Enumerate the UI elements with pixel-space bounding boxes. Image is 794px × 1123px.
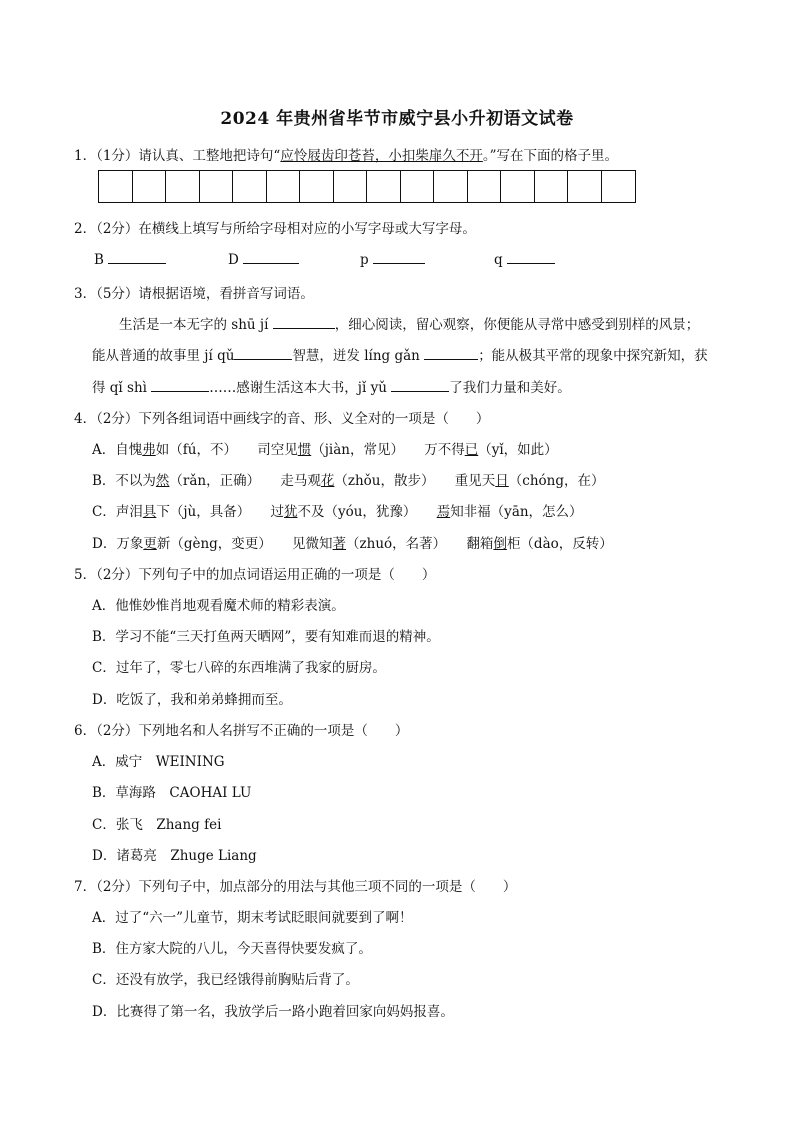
question-1 <box>74 144 618 164</box>
grid-cell[interactable] <box>401 171 435 202</box>
answer-blank[interactable] <box>373 251 425 264</box>
question-3-line-2: 能从普通的故事里 jí qǔ 智慧，迸发 líng gǎn ；能从极其平常的现象中探究新知，获 <box>92 348 708 364</box>
grid-cell[interactable] <box>468 171 502 202</box>
grid-cell[interactable] <box>267 171 301 202</box>
grid-cell[interactable] <box>434 171 468 202</box>
question-1-prefix: 1．（1分）请认真、工整地把诗句“ <box>74 148 281 164</box>
question-6: 6．（2分）下列地名和人名拼写不正确的一项是（ ） <box>74 723 409 739</box>
question-4-option-c[interactable]: C．声泪具下（jù，具备） 过犹不及（yóu，犹豫） 焉知非福（yān，怎么） <box>92 504 583 520</box>
question-3-line-3: 得 qǐ shì ……感谢生活这本大书，jǐ yǔ 了我们力量和美好。 <box>92 380 571 396</box>
grid-cell[interactable] <box>334 171 368 202</box>
grid-cell[interactable] <box>200 171 234 202</box>
answer-blank[interactable] <box>424 347 478 360</box>
letter-item: B <box>94 251 166 268</box>
question-4-option-b[interactable]: B．不以为然（rǎn，正确） 走马观花（zhǒu，散步） 重见天日（chóng，在） <box>92 473 605 489</box>
grid-cell[interactable] <box>166 171 200 202</box>
question-7-option-d[interactable]: D．比赛得了第一名，我放学后一路小跑着回家向妈妈报喜。 <box>92 1004 454 1020</box>
question-5-option-b[interactable]: B．学习不能“三天打鱼两天晒网”，要有知难而退的精神。 <box>92 629 440 645</box>
question-5-option-d[interactable]: D．吃饭了，我和弟弟蜂拥而至。 <box>92 692 292 708</box>
answer-blank[interactable] <box>243 251 299 264</box>
question-7-option-c[interactable]: C．还没有放学，我已经饿得前胸贴后背了。 <box>92 972 359 988</box>
question-4-option-a[interactable]: A．自愧弗如（fú，不） 司空见惯（jiàn，常见） 万不得已（yǐ，如此） <box>92 442 558 458</box>
question-4-option-d[interactable]: D．万象更新（gèng，变更） 见微知著（zhuó，名著） 翻箱倒柜（dào，反转） <box>92 536 613 552</box>
question-4: 4．（2分）下列各组词语中画线字的音、形、义全对的一项是（ ） <box>74 411 490 427</box>
grid-cell[interactable] <box>99 171 133 202</box>
question-7: 7．（2分）下列句子中，加点部分的用法与其他三项不同的一项是（ ） <box>74 879 517 895</box>
question-6-option-b[interactable]: B．草海路 CAOHAI LU <box>92 785 252 801</box>
answer-blank[interactable] <box>273 316 335 329</box>
question-5-option-a[interactable]: A．他惟妙惟肖地观看魔术师的精彩表演。 <box>92 598 345 614</box>
question-7-option-a[interactable]: A．过了“六一”儿童节，期末考试眨眼间就要到了啊！ <box>92 910 413 926</box>
question-6-option-a[interactable]: A．威宁 WEINING <box>92 754 225 770</box>
letter-item: D <box>228 251 299 268</box>
grid-cell[interactable] <box>568 171 602 202</box>
answer-blank[interactable] <box>108 251 166 264</box>
letter-item: p <box>360 251 425 268</box>
answer-blank[interactable] <box>234 347 292 360</box>
grid-cell[interactable] <box>501 171 535 202</box>
question-5-option-c[interactable]: C．过年了，零七八碎的东西堆满了我家的厨房。 <box>92 660 386 676</box>
question-1-poem: 应怜屐齿印苍苔，小扣柴扉久不开 <box>280 148 483 164</box>
exam-title: 2024 年贵州省毕节市威宁县小升初语文试卷 <box>220 109 574 129</box>
letter-item: q <box>494 251 555 268</box>
grid-cell[interactable] <box>300 171 334 202</box>
question-1-suffix: 。”写在下面的格子里。 <box>482 148 618 164</box>
question-3: 3．（5分）请根据语境，看拼音写词语。 <box>74 286 314 302</box>
grid-cell[interactable] <box>367 171 401 202</box>
question-7-option-b[interactable]: B．住方家大院的八儿，今天喜得快要发疯了。 <box>92 941 372 957</box>
grid-cell[interactable] <box>133 171 167 202</box>
answer-blank[interactable] <box>507 251 555 264</box>
grid-cell[interactable] <box>233 171 267 202</box>
question-6-option-d[interactable]: D．诸葛亮 Zhuge Liang <box>92 848 257 864</box>
answer-blank[interactable] <box>391 379 449 392</box>
question-3-line-1: 生活是一本无字的 shū jí ，细心阅读，留心观察，你便能从寻常中感受到别样的风景； <box>119 317 700 333</box>
grid-cell[interactable] <box>535 171 569 202</box>
question-2: 2．（2分）在横线上填写与所给字母相对应的小写字母或大写字母。 <box>74 221 476 237</box>
question-5: 5．（2分）下列句子中的加点词语运用正确的一项是（ ） <box>74 567 436 583</box>
answer-blank[interactable] <box>151 379 209 392</box>
writing-grid[interactable] <box>98 170 636 203</box>
question-6-option-c[interactable]: C．张飞 Zhang fei <box>92 817 222 833</box>
grid-cell[interactable] <box>602 171 636 202</box>
